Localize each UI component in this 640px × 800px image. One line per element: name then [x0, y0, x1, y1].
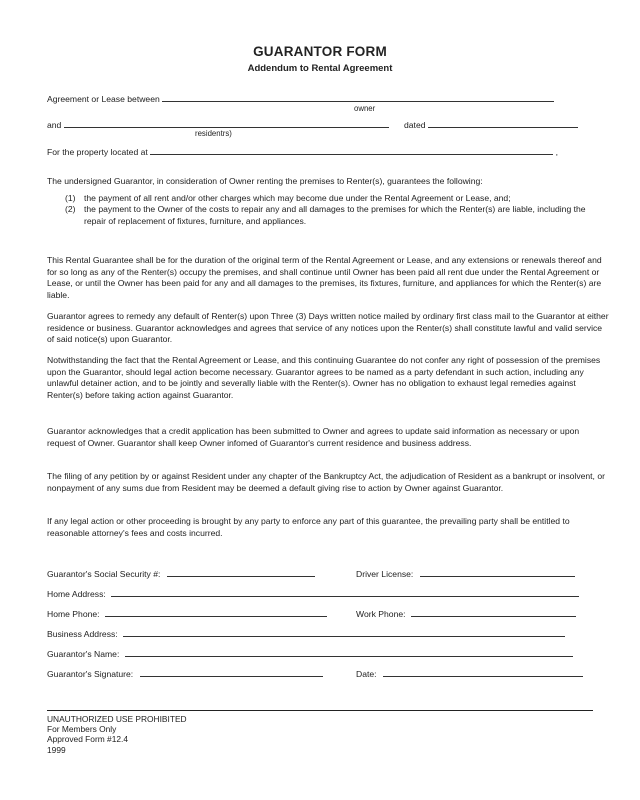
residents-blank[interactable] — [64, 119, 389, 128]
guarantor-signature-label: Guarantor's Signature: — [47, 669, 134, 679]
property-blank[interactable] — [150, 146, 553, 155]
work-phone-field — [356, 608, 576, 619]
guarantor-name-blank[interactable] — [125, 648, 573, 657]
property-label: For the property located at — [47, 147, 148, 157]
work-phone-label: Work Phone: — [356, 609, 406, 619]
business-address-blank[interactable] — [123, 628, 565, 637]
bankruptcy-paragraph: The filing of any petition by or against Resident under any chapter of the Bankruptcy Act, the adjudication of Resident as a bankrupt or insolvent, or nonpayment of any sums due from Resident may be deemed a default giving rise to action by Owner against Guarantor. — [47, 471, 605, 493]
footer-line-3: Approved Form #12.4 — [47, 734, 129, 745]
home-address-blank[interactable] — [111, 588, 579, 597]
date-label: Date: — [356, 669, 377, 679]
intro-paragraph: The undersigned Guarantor, in consideration of Owner renting the premises to Renter(s), guarantees the following: — [47, 176, 483, 186]
guarantor-signature-blank[interactable] — [140, 668, 323, 677]
agreement-line — [47, 93, 554, 105]
guarantor-signature-field — [47, 668, 323, 679]
residents-caption: residentrs) — [195, 129, 232, 138]
list-item-number: (2) — [65, 204, 76, 215]
home-address-field — [47, 588, 579, 599]
date-blank[interactable] — [383, 668, 583, 677]
legal-action-paragraph: Notwithstanding the fact that the Rental Agreement or Lease, and this continuing Guarantee do not confer any right of possession of the premises upon the Guarantor, should legal action become necessary. Guarantor agrees to be named as a party defendant in such action, including any unlawful detainer action, and to be jointly and severally liable with the Renter(s). Owner has no obligation to exhaust legal remedies against Renter(s) before taking action against Guarantor. — [47, 355, 601, 400]
home-phone-field — [47, 608, 327, 619]
home-phone-label: Home Phone: — [47, 609, 100, 619]
list-item — [65, 204, 605, 227]
list-item — [65, 193, 605, 204]
dated-label: dated — [404, 120, 426, 130]
footer-line-2: For Members Only — [47, 724, 117, 735]
list-item-text: the payment of all rent and/or other charges which may become due under the Rental Agreement or Lease, and; — [84, 193, 511, 203]
guarantor-name-field — [47, 648, 573, 659]
driver-license-blank[interactable] — [420, 568, 575, 577]
date-field — [356, 668, 583, 679]
duration-paragraph: This Rental Guarantee shall be for the duration of the original term of the Rental Agreement or Lease, and any extensions or renewals thereof and for so long as any of the Renter(s) occupy the premises, and shall continue until Owner has been paid all rent due under the Rental Agreement or Lease, or until the Owner has been paid for any and all damages to the premises, its fixtures, furniture, and appliances for which the Renter(s) are liable. — [47, 255, 602, 300]
driver-license-label: Driver License: — [356, 569, 414, 579]
ssn-label: Guarantor's Social Security #: — [47, 569, 161, 579]
owner-blank[interactable] — [162, 93, 554, 102]
guarantee-list — [65, 193, 605, 227]
property-line — [47, 146, 558, 158]
agreement-label: Agreement or Lease between — [47, 94, 160, 104]
dated-blank[interactable] — [428, 119, 578, 128]
dated-line — [404, 119, 578, 131]
and-label: and — [47, 120, 62, 130]
home-phone-blank[interactable] — [105, 608, 327, 617]
list-item-text: the payment to the Owner of the costs to repair any and all damages to the premises for which the Renter(s) are liable, including the repair of replacement of fixtures, furniture, and appliances. — [84, 204, 586, 226]
footer — [47, 714, 187, 755]
credit-paragraph: Guarantor acknowledges that a credit application has been submitted to Owner and agrees to update said information as necessary or upon request of Owner. Guarantor shall keep Owner infomed of Guarantor's current residence and business address. — [47, 426, 580, 448]
list-item-number: (1) — [65, 193, 76, 203]
business-address-field — [47, 628, 565, 639]
owner-caption: owner — [354, 104, 376, 113]
footer-line-1: UNAUTHORIZED USE PROHIBITED — [47, 714, 187, 724]
remedy-paragraph: Guarantor agrees to remedy any default of Renter(s) upon Three (3) Days written notice mailed by ordinary first class mail to the Guarantor at either residence or business. Guarantor acknowledges and agrees that service of any notices upon the Renter(s) shall constitute lawful and valid service of said notice(s) upon Guarantor. — [47, 311, 609, 345]
document-title: GUARANTOR FORM — [253, 44, 387, 59]
work-phone-blank[interactable] — [411, 608, 576, 617]
guarantor-name-label: Guarantor's Name: — [47, 649, 120, 659]
ssn-field — [47, 568, 315, 579]
attorney-fees-paragraph: If any legal action or other proceeding is brought by any party to enforce any part of this guarantee, the prevailing party shall be entitled to reasonable attorney's fees and costs incurred. — [47, 516, 570, 538]
property-suffix: , — [555, 147, 558, 157]
footer-line-4: 1999 — [47, 744, 66, 755]
ssn-blank[interactable] — [167, 568, 315, 577]
footer-divider — [47, 710, 593, 711]
document-subtitle: Addendum to Rental Agreement — [247, 63, 393, 74]
business-address-label: Business Address: — [47, 629, 118, 639]
driver-license-field — [356, 568, 575, 579]
home-address-label: Home Address: — [47, 589, 106, 599]
